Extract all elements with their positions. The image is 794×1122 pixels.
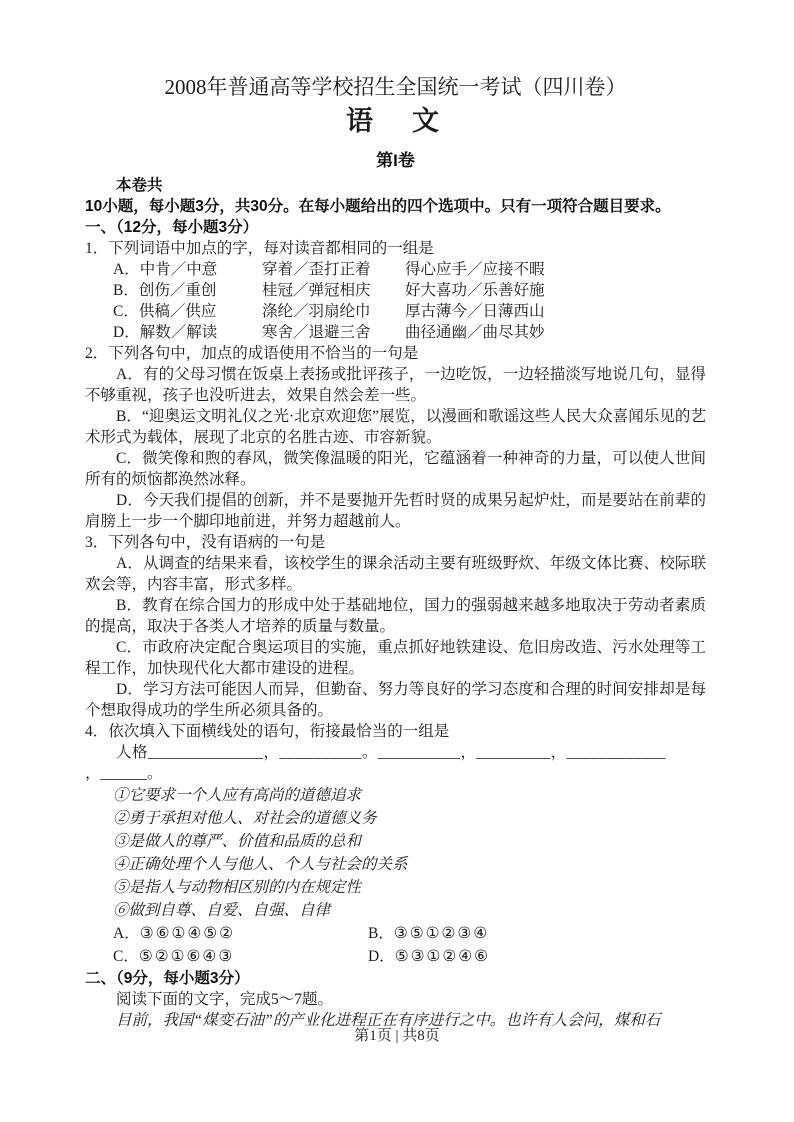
q1-option-d-pair1: 解数／解读: [139, 324, 218, 341]
q2-option-d: [85, 490, 706, 532]
part2-passage-first-line: 目前，我国“煤变石油”的产业化进程正在有序进行之中。也许有人会问，煤和石: [116, 1012, 661, 1029]
q2-option-b: [85, 406, 706, 448]
q3-option-a-label: A．: [116, 555, 143, 572]
q4-item-list: [85, 784, 706, 922]
q3-option-d-text: 学习方法可能因人而异，但勤奋、努力等良好的学习态度和合理的时间安排却是每个想取得成功的学生所必须具备的。: [85, 681, 706, 719]
q1-option-c-label: C．: [113, 303, 139, 320]
q1-stem: 1．下列词语中加点的字，每对读音都相同的一组是: [85, 240, 434, 257]
intro-lead: 本卷共: [116, 177, 163, 194]
q4-choice-a: [113, 922, 368, 945]
q2-option-c-label: C．: [116, 450, 143, 467]
q3-option-b-label: B．: [116, 597, 143, 614]
q4-choice-b-label: B．: [368, 925, 394, 942]
q3-option-c-text: 市政府决定配合奥运项目的实施，重点抓好地铁建设、危旧房改造、污水处理等工程工作，加快现代化大都市建设的进程。: [85, 639, 706, 677]
section-heading: 第I卷: [376, 151, 415, 170]
q1-option-c-pair1: 供稿／供应: [138, 303, 217, 320]
q4-choice-c-label: C．: [113, 948, 139, 965]
q1-option-b-pair1: 创伤／重创: [138, 282, 217, 299]
q1-option-c-pair2: 涤纶／羽扇纶巾: [262, 303, 371, 320]
q1-option-a-pair3: 得心应手／应接不暇: [405, 261, 545, 278]
q3-stem: 3．下列各句中，没有语病的一句是: [85, 534, 326, 551]
q1-option-c-pair3: 厚古薄今／日薄西山: [405, 303, 545, 320]
q4-choices: [85, 922, 706, 968]
part1-heading: 一、（12分，每小题3分）: [85, 219, 259, 236]
intro-body: 10小题，每小题3分，共30分。在每小题给出的四个选项中。只有一项符合题目要求。: [85, 198, 671, 215]
q1-option-d-label: D．: [113, 324, 140, 341]
q3-option-b: [85, 595, 706, 637]
q1-option-a-label: A．: [113, 261, 140, 278]
q4-choice-d-sequence: ⑤③①②④⑥: [394, 948, 491, 965]
q2-option-a-label: A．: [116, 366, 143, 383]
q1-option-b-pair3: 好大喜功／乐善好施: [405, 282, 545, 299]
q1-option-b: [85, 280, 706, 301]
q3-option-a-text: 从调查的结果来看，该校学生的课余活动主要有班级野炊、年级文体比赛、校际联欢会等，内容丰富，形式多样。: [85, 555, 706, 593]
q4-stem: 4．依次填入下面横线处的语句，衔接最恰当的一组是: [85, 723, 450, 740]
q4-choice-c: [113, 945, 368, 968]
q4-choice-a-sequence: ③⑥①④⑤②: [139, 925, 236, 942]
q1-option-d: [85, 322, 706, 343]
q2-option-d-text: 今天我们提倡的创新，并不是要抛开先哲时贤的成果另起炉灶，而是要站在前辈的肩膀上一步一个脚印地前进，并努力超越前人。: [85, 492, 706, 530]
q1-option-a-pair1: 中肯／中意: [139, 261, 218, 278]
q4-item-6: ⑥做到自尊、自爱、自强、自律: [113, 902, 331, 919]
q3-option-c: [85, 637, 706, 679]
q4-item-2: ②勇于承担对他人、对社会的道德义务: [113, 810, 377, 827]
q3-option-b-text: 教育在综合国力的形成中处于基础地位，国力的强弱越来越多地取决于劳动者素质的提高，取决于各类人才培养的质量与数量。: [85, 597, 706, 635]
q4-choice-b-sequence: ③⑤①②③④: [393, 925, 490, 942]
q1-option-c: [85, 301, 706, 322]
q4-item-5: ⑤是指人与动物相区别的内在规定性: [113, 879, 362, 896]
q4-choice-b: [368, 922, 706, 945]
q1-option-b-label: B．: [113, 282, 139, 299]
q2-option-a-text: 有的父母习惯在饭桌上表扬或批评孩子，一边吃饭，一边轻描淡写地说几句，显得不够重视，孩子也没听进去，效果自然会差一些。: [85, 366, 706, 404]
q4-item-1: ①它要求一个人应有高尚的道德追求: [113, 787, 362, 804]
q2-option-c-text: 微笑像和煦的春风，微笑像温暖的阳光，它蕴涵着一种神奇的力量，可以使人世间所有的烦恼都涣然冰释。: [85, 450, 706, 488]
q4-choice-d: [368, 945, 706, 968]
exam-title: 2008年普通高等学校招生全国统一考试（四川卷）: [164, 75, 627, 99]
q3-option-d-label: D．: [116, 681, 143, 698]
q4-item-3: ③是做人的尊严、价值和品质的总和: [113, 833, 362, 850]
part2-heading: 二、（9分，每小题3分）: [85, 970, 250, 987]
q2-option-b-text: “迎奥运文明礼仪之光·北京欢迎您”展览，以漫画和歌谣这些人民大众喜闻乐见的艺术形式为载体，展现了北京的名胜古迹、市容新貌。: [85, 408, 706, 446]
q1-option-a-pair2: 穿着／歪打正着: [262, 261, 371, 278]
q1-option-a: [85, 259, 706, 280]
q3-option-a: [85, 553, 706, 595]
q4-choice-a-label: A．: [113, 925, 140, 942]
q4-blank-line-2: ，______。: [85, 765, 163, 782]
exam-subject-title: 语 文: [346, 106, 445, 136]
q4-item-4: ④正确处理个人与他人、个人与社会的关系: [113, 856, 408, 873]
q2-stem: 2．下列各句中，加点的成语使用不恰当的一句是: [85, 345, 419, 362]
q4-choice-c-sequence: ⑤②①⑥④③: [138, 948, 235, 965]
q3-option-d: [85, 679, 706, 721]
q2-option-a: [85, 364, 706, 406]
q2-option-b-label: B．: [116, 408, 142, 425]
q1-option-b-pair2: 桂冠／弹冠相庆: [262, 282, 371, 299]
q1-option-d-pair2: 寒舍／退避三舍: [262, 324, 371, 341]
q3-option-c-label: C．: [116, 639, 143, 656]
part2-instruction: 阅读下面的文字，完成5～7题。: [116, 991, 334, 1008]
q4-blank-line-1: 人格______________，__________。__________，_________，____________: [116, 744, 666, 761]
q4-choice-d-label: D．: [368, 948, 395, 965]
page-number-footer: 第1页 | 共8页: [354, 1028, 440, 1044]
q2-option-d-label: D．: [116, 492, 143, 509]
q2-option-c: [85, 448, 706, 490]
q1-option-d-pair3: 曲径通幽／曲尽其妙: [405, 324, 545, 341]
